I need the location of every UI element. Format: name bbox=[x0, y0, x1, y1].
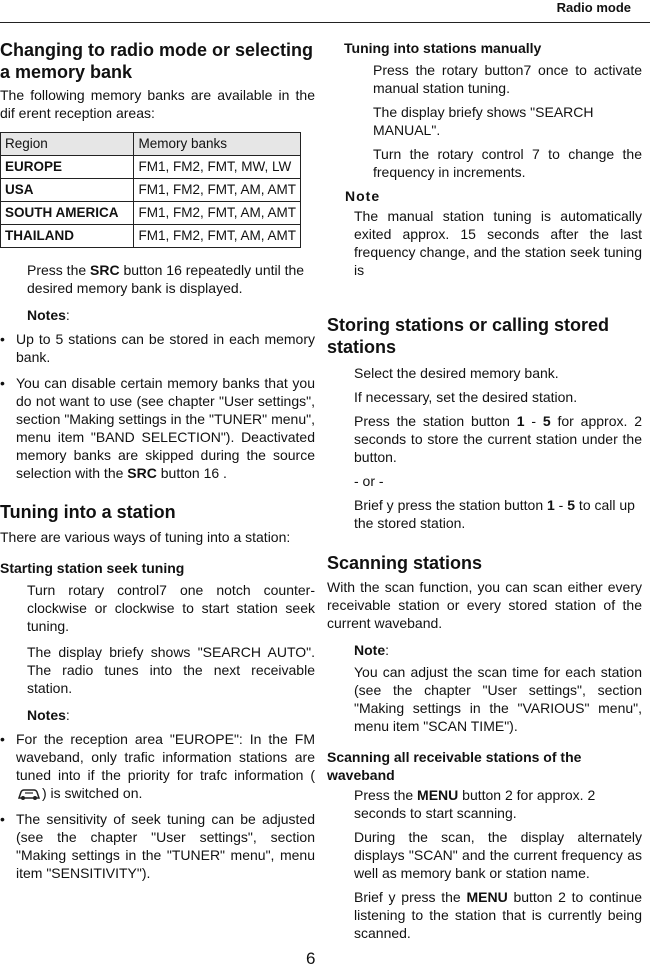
table-header-banks: Memory banks bbox=[134, 133, 301, 156]
table-cell-banks: FM1, FM2, FMT, AM, AMT bbox=[134, 225, 301, 248]
note-label: Note bbox=[345, 188, 381, 204]
traffic-info-icon bbox=[16, 787, 42, 801]
station-key-5: 5 bbox=[567, 497, 576, 513]
storing-step-select: Select the desired memory bank. bbox=[354, 365, 559, 381]
subsection-seek-tuning: Starting station seek tuning bbox=[0, 560, 185, 576]
table-cell-banks: FM1, FM2, FMT, MW, LW bbox=[134, 156, 301, 179]
subsection-manual-tuning: Tuning into stations manually bbox=[344, 40, 542, 56]
note-label: Note: bbox=[354, 642, 390, 658]
scan-step-continue: Brief y press the MENU button 2 to continue listening to the station that is currently being scanned. bbox=[354, 889, 642, 941]
memory-bank-table bbox=[0, 132, 301, 248]
table-header-region: Region bbox=[1, 133, 134, 156]
scan-step-start: Press the MENU button 2 for approx. 2 seconds to start scanning. bbox=[354, 787, 596, 821]
manual-tuning-display: The display briefy shows "SEARCH MANUAL". bbox=[373, 104, 594, 138]
table-cell-region: EUROPE bbox=[1, 156, 134, 179]
subsection-scan-all: Scanning all receivable stations of the waveband bbox=[327, 749, 582, 783]
table-row bbox=[1, 225, 301, 248]
seek-notes-list bbox=[0, 730, 315, 882]
seek-tuning-display: The display briefy shows "SEARCH AUTO". The radio tunes into the next receivable station. bbox=[27, 644, 315, 696]
list-item: • Up to 5 stations can be stored in each memory bank. bbox=[0, 330, 315, 366]
left-column bbox=[0, 39, 315, 890]
memory-notes-list bbox=[0, 330, 315, 482]
notes-label: Notes: bbox=[27, 707, 70, 723]
table-row bbox=[1, 156, 301, 179]
scanning-intro: With the scan function, you can scan either every receivable station or every stored station of the current waveband. bbox=[327, 579, 642, 631]
list-item: • You can disable certain memory banks that you do not want to use (see chapter "User settings", section "Making settings in the "TUNER" menu", menu item "BAND SELECTION"). Deactivated memory banks are skipped during the source selection with the SRC button 16 . bbox=[0, 374, 315, 482]
table-row bbox=[1, 179, 301, 202]
list-item: • For the reception area "EUROPE": In the FM waveband, only trafic information stations are tuned into if the priority for trafc information () is switched on. bbox=[0, 730, 315, 802]
manual-tuning-turn: Turn the rotary control 7 to change the frequency in increments. bbox=[373, 146, 642, 180]
memory-bank-intro: The following memory banks are available in the dif erent reception areas: bbox=[0, 87, 315, 121]
table-cell-region: USA bbox=[1, 179, 134, 202]
page-number: 6 bbox=[306, 949, 316, 968]
header-title: Radio mode bbox=[556, 0, 631, 15]
table-cell-region: SOUTH AMERICA bbox=[1, 202, 134, 225]
table-row bbox=[1, 202, 301, 225]
notes-label: Notes: bbox=[27, 307, 70, 323]
table-cell-banks: FM1, FM2, FMT, AM, AMT bbox=[134, 202, 301, 225]
right-column bbox=[327, 39, 642, 942]
tuning-intro: There are various ways of tuning into a station: bbox=[0, 529, 291, 545]
station-key-5: 5 bbox=[542, 413, 551, 429]
or-separator: - or - bbox=[354, 473, 384, 489]
station-key-1: 1 bbox=[516, 413, 525, 429]
storing-step-press: Press the station button 1 - 5 for approx. 2 seconds to store the current station under the button. bbox=[354, 413, 642, 465]
station-key-1: 1 bbox=[547, 497, 555, 513]
list-item: • The sensitivity of seek tuning can be adjusted (see the chapter "User settings", section "Making settings in the "TUNER" menu", menu item "SENSITIVITY"). bbox=[0, 810, 315, 882]
section-title-tuning: Tuning into a station bbox=[0, 502, 176, 522]
scan-time-note: You can adjust the scan time for each station (see the chapter "User settings", section "Making settings in the "VARIOUS" menu", menu item "SCAN TIME"). bbox=[354, 664, 642, 734]
section-title-storing: Storing stations or calling stored stations bbox=[327, 315, 610, 357]
section-title-scanning: Scanning stations bbox=[327, 553, 483, 573]
storing-step-call: Brief y press the station button 1 - 5 to call up the stored station. bbox=[354, 497, 635, 531]
table-cell-region: THAILAND bbox=[1, 225, 134, 248]
manual-tuning-step: Press the rotary button7 once to activate manual station tuning. bbox=[373, 62, 642, 96]
section-title-radio-mode: Changing to radio mode or selecting a memory bank bbox=[0, 40, 314, 82]
table-header-row bbox=[1, 133, 301, 156]
storing-step-set: If necessary, set the desired station. bbox=[354, 389, 578, 405]
page-header bbox=[0, 0, 650, 23]
press-src-instruction: Press the SRC button 16 repeatedly until the desired memory bank is displayed. bbox=[27, 262, 305, 296]
scan-step-display: During the scan, the display alternately displays "SCAN" and the current frequency as well as memory bank or station name. bbox=[354, 829, 642, 881]
manual-tuning-note: The manual station tuning is automatically exited approx. 15 seconds after the last frequency change, and the station seek tuning is bbox=[354, 208, 642, 278]
seek-tuning-step: Turn rotary control7 one notch counter-clockwise or clockwise to start station seek tuning. bbox=[27, 582, 315, 634]
table-cell-banks: FM1, FM2, FMT, AM, AMT bbox=[134, 179, 301, 202]
